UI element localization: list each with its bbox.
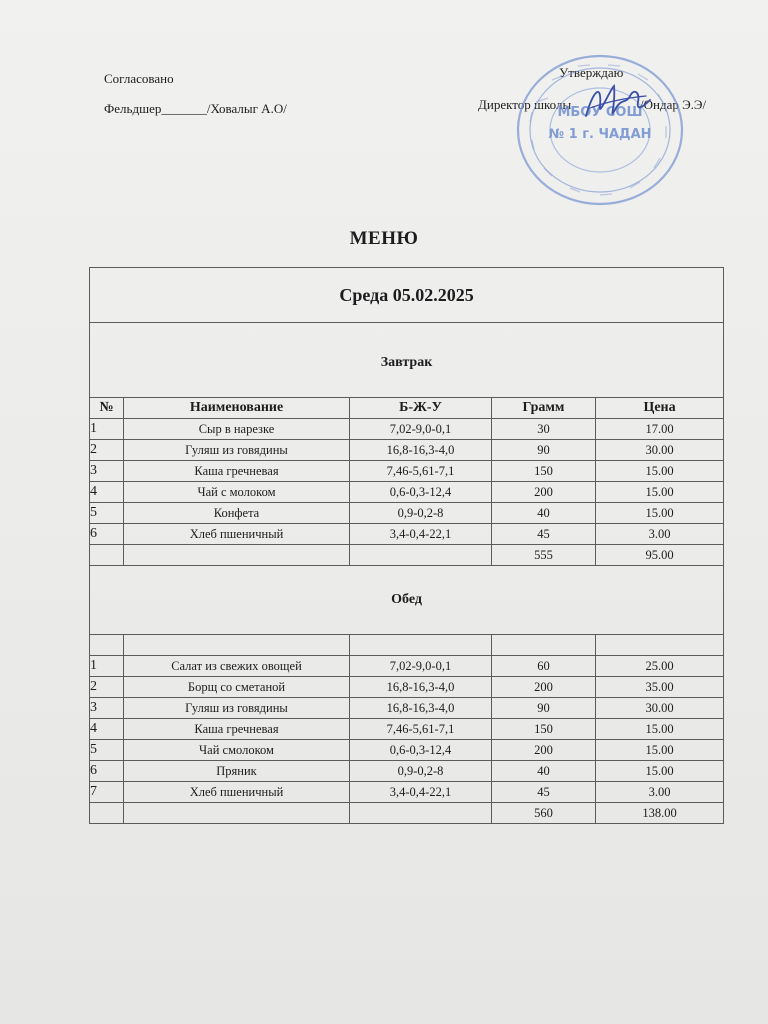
dish-name: Гуляш из говядины (124, 440, 350, 461)
dish-gram: 60 (492, 656, 596, 677)
dish-name: Хлеб пшеничный (124, 782, 350, 803)
dish-gram: 45 (492, 524, 596, 545)
dish-price: 15.00 (596, 482, 724, 503)
breakfast-total-gram: 555 (492, 545, 596, 566)
dish-bju: 0,9-0,2-8 (350, 503, 492, 524)
column-header-number: № (90, 398, 124, 419)
breakfast-section-label: Завтрак (90, 323, 724, 398)
dish-gram: 90 (492, 698, 596, 719)
dish-name: Салат из свежих овощей (124, 656, 350, 677)
dish-gram: 150 (492, 461, 596, 482)
dish-bju: 16,8-16,3-4,0 (350, 440, 492, 461)
lunch-total-gram: 560 (492, 803, 596, 824)
lunch-rows (90, 656, 724, 803)
dish-price: 17.00 (596, 419, 724, 440)
lunch-row (90, 719, 724, 740)
lunch-row (90, 761, 724, 782)
column-header-bju: Б-Ж-У (350, 398, 492, 419)
lunch-total-price: 138.00 (596, 803, 724, 824)
dish-name: Хлеб пшеничный (124, 524, 350, 545)
column-header-gram: Грамм (492, 398, 596, 419)
dish-price: 25.00 (596, 656, 724, 677)
director-signature (580, 78, 652, 128)
dish-name: Сыр в нарезке (124, 419, 350, 440)
row-number: 1 (90, 656, 124, 677)
lunch-section-label: Обед (90, 566, 724, 635)
dish-price: 15.00 (596, 740, 724, 761)
director-label: Директор школы (478, 97, 572, 112)
breakfast-total-price: 95.00 (596, 545, 724, 566)
breakfast-total-row (90, 545, 724, 566)
lunch-row (90, 656, 724, 677)
row-number: 2 (90, 440, 124, 461)
dish-bju: 16,8-16,3-4,0 (350, 698, 492, 719)
dish-gram: 45 (492, 782, 596, 803)
dish-price: 35.00 (596, 677, 724, 698)
dish-name: Пряник (124, 761, 350, 782)
breakfast-row (90, 419, 724, 440)
lunch-total-row (90, 803, 724, 824)
menu-table (89, 267, 724, 824)
dish-gram: 40 (492, 761, 596, 782)
dish-gram: 30 (492, 419, 596, 440)
breakfast-row (90, 524, 724, 545)
day-header: Среда 05.02.2025 (90, 268, 724, 323)
row-number: 6 (90, 524, 124, 545)
dish-bju: 7,46-5,61-7,1 (350, 461, 492, 482)
row-number: 7 (90, 782, 124, 803)
medic-line: Фельдшер_______/Ховалыг А.О/ (104, 101, 287, 116)
dish-gram: 150 (492, 719, 596, 740)
dish-bju: 0,6-0,3-12,4 (350, 482, 492, 503)
dish-price: 15.00 (596, 761, 724, 782)
dish-bju: 7,46-5,61-7,1 (350, 719, 492, 740)
row-number: 6 (90, 761, 124, 782)
lunch-blank-row (90, 635, 724, 656)
page-title: МЕНЮ (349, 228, 419, 249)
row-number: 1 (90, 419, 124, 440)
dish-price: 3.00 (596, 782, 724, 803)
dish-bju: 3,4-0,4-22,1 (350, 524, 492, 545)
row-number: 5 (90, 740, 124, 761)
director-name: /Ондар Э.Э/ (640, 97, 707, 112)
approved-label: Утверждаю (559, 65, 624, 80)
dish-price: 3.00 (596, 524, 724, 545)
dish-bju: 7,02-9,0-0,1 (350, 656, 492, 677)
row-number: 3 (90, 698, 124, 719)
dish-name: Гуляш из говядины (124, 698, 350, 719)
school-stamp (508, 50, 688, 210)
dish-gram: 40 (492, 503, 596, 524)
dish-name: Каша гречневая (124, 719, 350, 740)
dish-gram: 200 (492, 482, 596, 503)
lunch-row (90, 677, 724, 698)
stamp-text-line2: № 1 г. ЧАДАН (548, 127, 652, 142)
row-number: 5 (90, 503, 124, 524)
row-number: 4 (90, 482, 124, 503)
dish-price: 15.00 (596, 503, 724, 524)
dish-price: 30.00 (596, 698, 724, 719)
stamp-text-line1: МБОУ СОШ (557, 105, 643, 120)
dish-price: 30.00 (596, 440, 724, 461)
dish-name: Чай смолоком (124, 740, 350, 761)
dish-name: Борщ со сметаной (124, 677, 350, 698)
dish-bju: 0,9-0,2-8 (350, 761, 492, 782)
column-header-row (90, 398, 724, 419)
lunch-row (90, 782, 724, 803)
dish-bju: 7,02-9,0-0,1 (350, 419, 492, 440)
breakfast-rows (90, 419, 724, 545)
agreed-label: Согласовано (104, 71, 174, 86)
lunch-row (90, 740, 724, 761)
dish-name: Конфета (124, 503, 350, 524)
dish-price: 15.00 (596, 719, 724, 740)
column-header-price: Цена (596, 398, 724, 419)
breakfast-row (90, 503, 724, 524)
row-number: 4 (90, 719, 124, 740)
dish-bju: 0,6-0,3-12,4 (350, 740, 492, 761)
row-number: 2 (90, 677, 124, 698)
dish-gram: 200 (492, 740, 596, 761)
row-number: 3 (90, 461, 124, 482)
breakfast-row (90, 440, 724, 461)
column-header-name: Наименование (124, 398, 350, 419)
dish-price: 15.00 (596, 461, 724, 482)
lunch-row (90, 698, 724, 719)
dish-bju: 16,8-16,3-4,0 (350, 677, 492, 698)
dish-gram: 200 (492, 677, 596, 698)
breakfast-row (90, 461, 724, 482)
dish-name: Каша гречневая (124, 461, 350, 482)
dish-name: Чай с молоком (124, 482, 350, 503)
breakfast-row (90, 482, 724, 503)
dish-gram: 90 (492, 440, 596, 461)
dish-bju: 3,4-0,4-22,1 (350, 782, 492, 803)
